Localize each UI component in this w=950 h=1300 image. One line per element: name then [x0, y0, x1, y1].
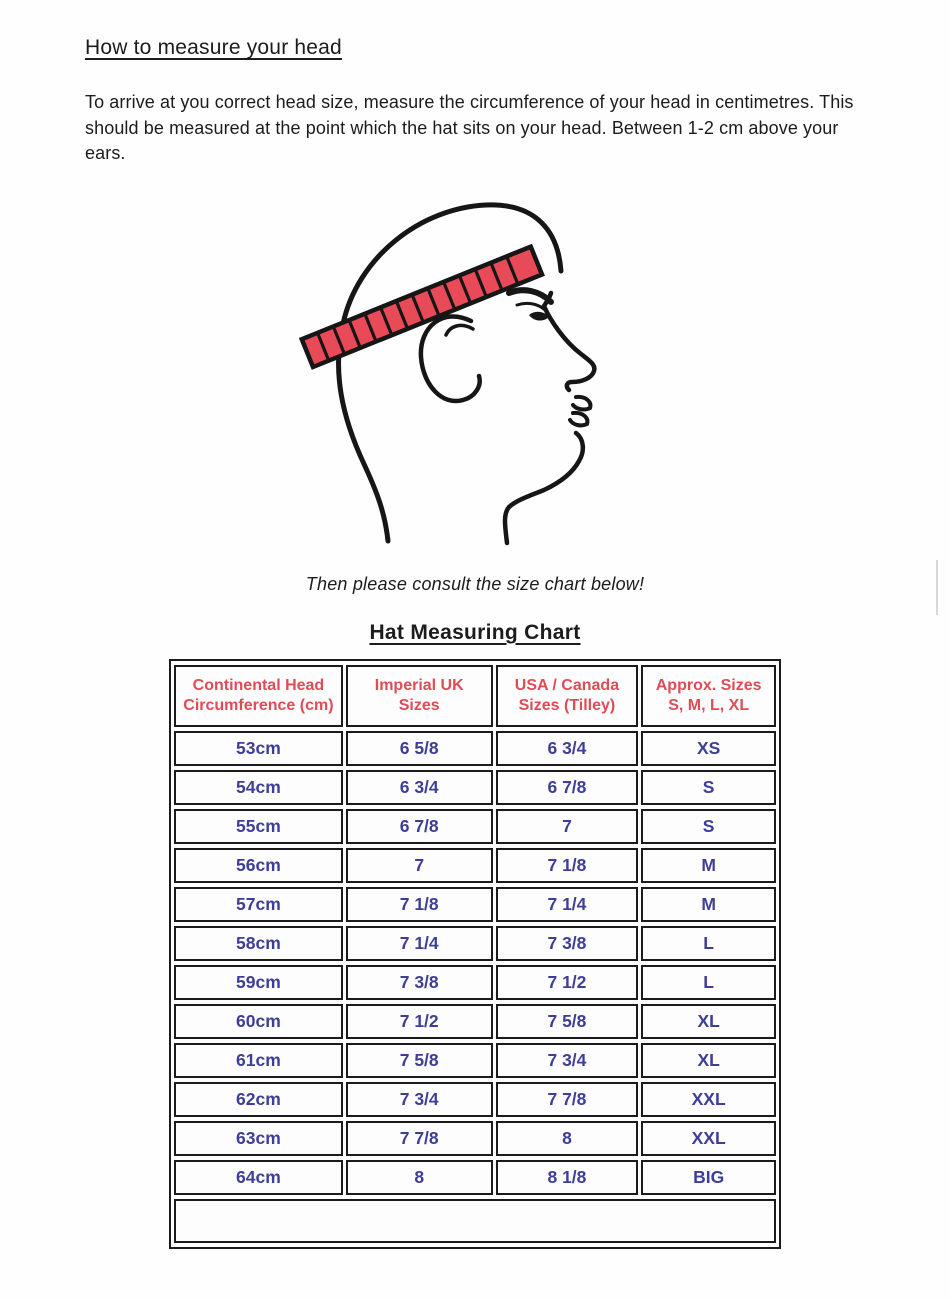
table-cell: 7 3/4 — [496, 1043, 639, 1078]
table-cell: M — [641, 887, 776, 922]
table-row — [174, 809, 776, 844]
intro-paragraph: To arrive at you correct head size, measure the circumference of your head in centimetres. This should be measured at the point which the hat sits on your head. Between 1-2 cm above your ears. — [85, 92, 854, 164]
chart-heading: Hat Measuring Chart — [369, 620, 581, 644]
figure-caption: Then please consult the size chart below! — [305, 573, 645, 594]
table-cell: 7 1/4 — [496, 887, 639, 922]
table-cell: 58cm — [174, 926, 343, 961]
size-table-body — [174, 731, 776, 1243]
table-row — [174, 1160, 776, 1195]
empty-footer-cell — [174, 1199, 776, 1243]
column-header: Approx. Sizes S, M, L, XL — [641, 665, 776, 727]
table-cell: 56cm — [174, 848, 343, 883]
table-cell: S — [641, 770, 776, 805]
table-cell: 64cm — [174, 1160, 343, 1195]
table-cell: 59cm — [174, 965, 343, 1000]
table-cell: 8 — [496, 1121, 639, 1156]
table-cell: XXL — [641, 1121, 776, 1156]
empty-footer-row — [174, 1199, 776, 1243]
table-row — [174, 926, 776, 961]
table-cell: L — [641, 965, 776, 1000]
header-row — [174, 665, 776, 727]
table-cell: 7 1/2 — [496, 965, 639, 1000]
column-header: Continental Head Circumference (cm) — [174, 665, 343, 727]
table-row — [174, 848, 776, 883]
column-header: USA / Canada Sizes (Tilley) — [496, 665, 639, 727]
column-header: Imperial UK Sizes — [346, 665, 493, 727]
table-cell: XXL — [641, 1082, 776, 1117]
table-cell: XL — [641, 1004, 776, 1039]
table-row — [174, 1043, 776, 1078]
table-row — [174, 965, 776, 1000]
table-cell: 7 5/8 — [496, 1004, 639, 1039]
table-row — [174, 1082, 776, 1117]
table-cell: 7 1/8 — [496, 848, 639, 883]
table-cell: 53cm — [174, 731, 343, 766]
table-cell: L — [641, 926, 776, 961]
table-cell: 60cm — [174, 1004, 343, 1039]
table-cell: S — [641, 809, 776, 844]
table-cell: 6 7/8 — [496, 770, 639, 805]
table-cell: BIG — [641, 1160, 776, 1195]
head-measurement-figure — [293, 193, 638, 558]
table-row — [174, 1121, 776, 1156]
table-cell: 7 1/4 — [346, 926, 493, 961]
table-cell: 6 7/8 — [346, 809, 493, 844]
table-cell: 54cm — [174, 770, 343, 805]
table-cell: M — [641, 848, 776, 883]
table-cell: 7 1/2 — [346, 1004, 493, 1039]
head-profile-illustration — [293, 193, 638, 553]
table-cell: 7 3/4 — [346, 1082, 493, 1117]
table-cell: 7 5/8 — [346, 1043, 493, 1078]
ear-inner-line — [446, 325, 473, 335]
table-cell: 6 3/4 — [346, 770, 493, 805]
table-row — [174, 1004, 776, 1039]
table-cell: 6 3/4 — [496, 731, 639, 766]
table-row — [174, 770, 776, 805]
table-cell: 7 7/8 — [496, 1082, 639, 1117]
table-cell: 57cm — [174, 887, 343, 922]
table-cell: 7 7/8 — [346, 1121, 493, 1156]
chin-jaw-neck-outline — [505, 433, 583, 543]
face-profile-outline — [544, 293, 594, 390]
table-cell: 6 5/8 — [346, 731, 493, 766]
table-cell: 7 — [346, 848, 493, 883]
table-row — [174, 887, 776, 922]
table-cell: XS — [641, 731, 776, 766]
size-table-header — [174, 665, 776, 727]
scan-artifact-line — [936, 560, 938, 615]
table-row — [174, 731, 776, 766]
lips-outline — [570, 397, 590, 426]
table-cell: 7 3/8 — [346, 965, 493, 1000]
size-table — [169, 659, 781, 1249]
table-cell: 63cm — [174, 1121, 343, 1156]
table-cell: 7 1/8 — [346, 887, 493, 922]
page-title: How to measure your head — [85, 36, 342, 59]
eyebrow-line — [509, 290, 551, 302]
table-cell: 8 — [346, 1160, 493, 1195]
table-cell: 8 1/8 — [496, 1160, 639, 1195]
table-cell: 61cm — [174, 1043, 343, 1078]
table-cell: XL — [641, 1043, 776, 1078]
table-cell: 7 3/8 — [496, 926, 639, 961]
table-cell: 55cm — [174, 809, 343, 844]
table-cell: 62cm — [174, 1082, 343, 1117]
table-cell: 7 — [496, 809, 639, 844]
